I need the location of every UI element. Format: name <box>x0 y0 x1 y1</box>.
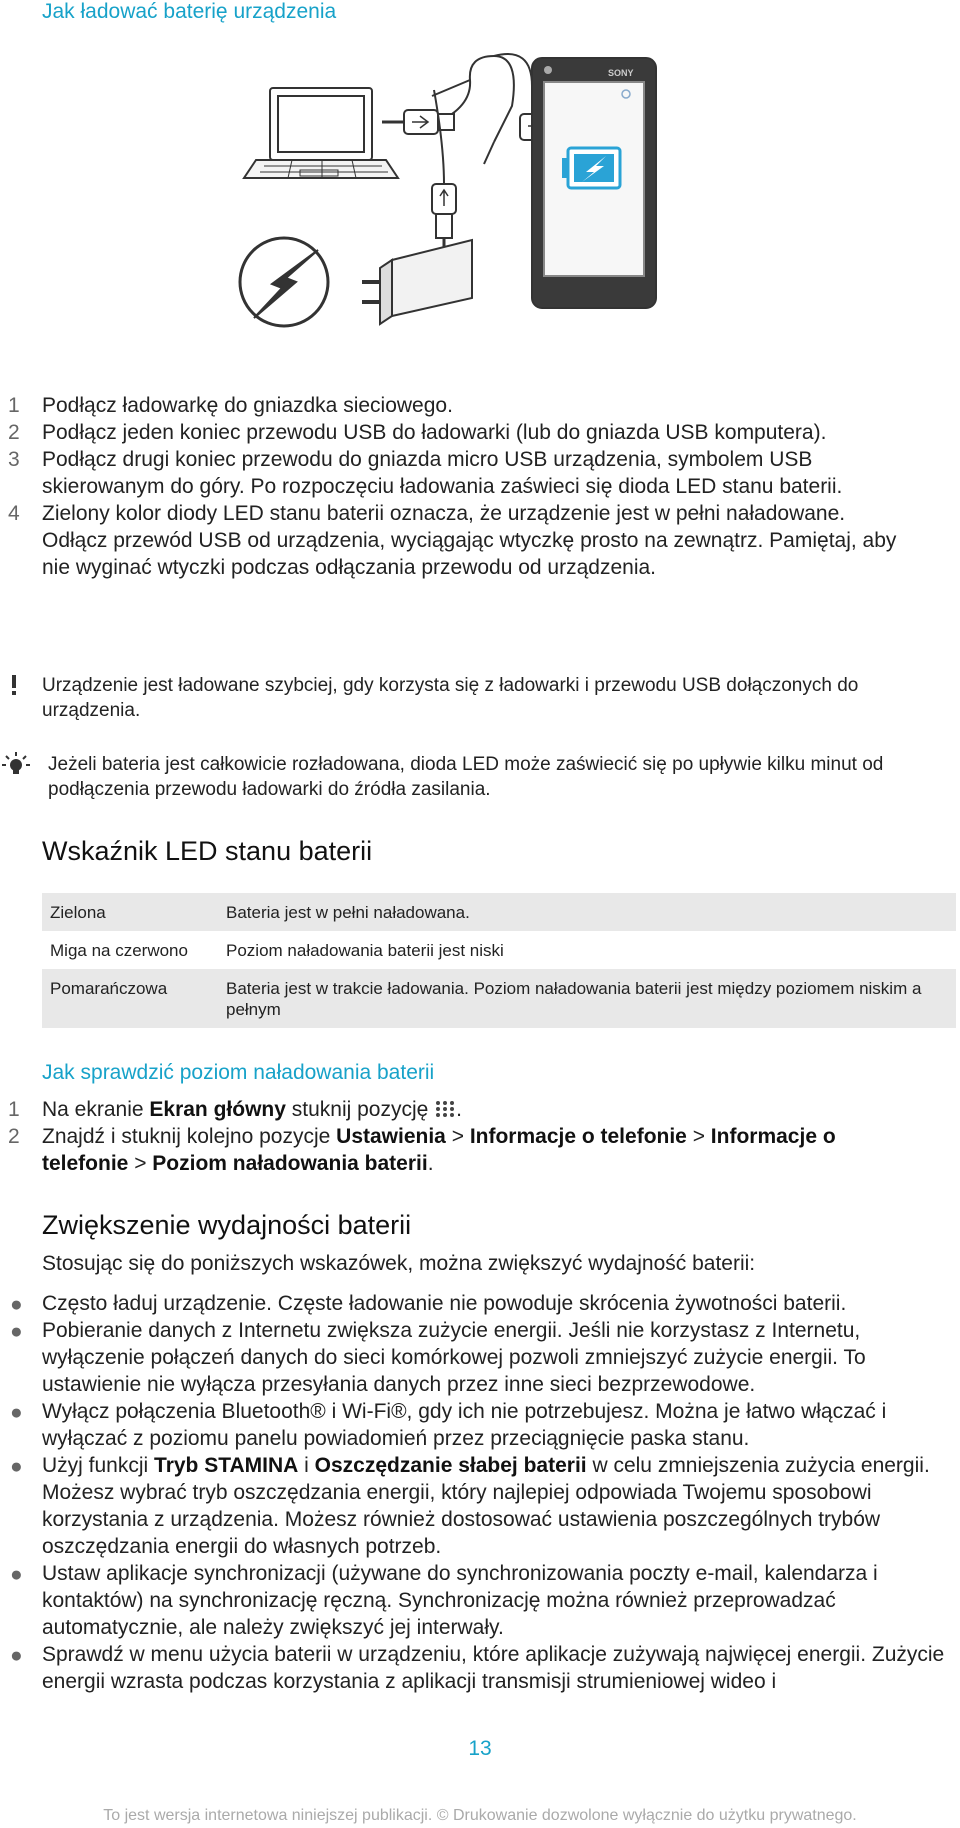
step-text: Znajdź i stuknij kolejno pozycje <box>42 1125 337 1148</box>
step-number: 4 <box>8 502 20 525</box>
bullet-text: Często ładuj urządzenie. Częste ładowanie nie powoduje skrócenia żywotności baterii. <box>42 1292 847 1315</box>
ui-term: Ustawienia <box>336 1125 446 1148</box>
step-number: 3 <box>8 448 20 471</box>
list-item <box>8 1560 956 1641</box>
bullet-icon: ● <box>10 1320 23 1343</box>
charging-steps <box>8 392 908 581</box>
led-description: Bateria jest w pełni naładowana. <box>226 903 470 922</box>
section-title-charging: Jak ładować baterię urządzenia <box>42 0 337 23</box>
tip-note <box>2 752 942 802</box>
step-text: Na ekranie <box>42 1098 150 1121</box>
ui-term: Ekran główny <box>149 1098 286 1121</box>
page-number: 13 <box>468 1737 492 1760</box>
tip-text: Jeżeli bateria jest całkowicie rozładowana, dioda LED może zaświecić się po upływie kilku minut od podłączenia przewodu ładowarki do źródła zasilania. <box>48 754 884 800</box>
bullet-icon: ● <box>10 1455 23 1478</box>
list-item <box>8 1096 908 1123</box>
section-title-led: Wskaźnik LED stanu baterii <box>42 836 373 866</box>
step-text: Podłącz jeden koniec przewodu USB do ładowarki (lub do gniazda USB komputera). <box>42 421 827 444</box>
ui-term: Oszczędzanie słabej baterii <box>314 1454 587 1477</box>
led-description: Poziom naładowania baterii jest niski <box>226 941 504 960</box>
tips-list <box>8 1290 956 1695</box>
list-item <box>8 392 908 419</box>
led-table <box>42 893 956 1028</box>
step-text: stuknij pozycję <box>285 1098 435 1121</box>
check-level-steps <box>8 1096 908 1177</box>
bullet-icon: ● <box>10 1563 23 1586</box>
step-number: 2 <box>8 1125 20 1148</box>
charger-icon <box>362 240 472 324</box>
list-item <box>8 446 908 500</box>
step-text: Zielony kolor diody LED stanu baterii oznacza, że urządzenie jest w pełni naładowane. Odłącz przewód USB od urządzenia, wyciągając wtyczkę prosto na zewnątrz. Pamiętaj, aby nie wyginać wtyczki podczas odłączania przewodu od urządzenia. <box>42 502 897 579</box>
list-item <box>8 1398 956 1452</box>
step-text: Podłącz ładowarkę do gniazdka sieciowego. <box>42 394 453 417</box>
bullet-icon: ● <box>10 1401 23 1424</box>
led-description: Bateria jest w trakcie ładowania. Poziom naładowania baterii jest między poziomem niskim a pełnym <box>226 979 922 1019</box>
bullet-icon: ● <box>10 1293 23 1316</box>
list-item <box>8 1317 956 1398</box>
intro-text: Stosując się do poniższych wskazówek, można zwiększyć wydajność baterii: <box>42 1252 756 1275</box>
step-number: 1 <box>8 394 20 417</box>
ui-term: Tryb STAMINA <box>154 1454 299 1477</box>
footer-notice: To jest wersja internetowa niniejszej publikacji. © Drukowanie dozwolone wyłącznie do użytku prywatnego. <box>103 1807 857 1824</box>
list-item <box>8 1290 956 1317</box>
led-state: Miga na czerwono <box>50 941 188 960</box>
table-row <box>42 893 956 931</box>
bullet-text: Ustaw aplikacje synchronizacji (używane do synchronizowania poczty e-mail, kalendarza i kontaktów) na synchronizację ręczną. Synchronizację można również przeprowadzać automatycznie, ale należy zwiększyć jej interwały. <box>42 1562 878 1639</box>
list-item <box>8 500 908 581</box>
bullet-text: w celu zmniejszenia zużycia energii. Możesz wybrać tryb oszczędzania energii, który najlepiej odpowiada Twojemu sposobowi korzystania z urządzenia. Możesz również dostosować ustawienia poszczególnych trybów oszczędzania energii do własnych potrzeb. <box>42 1454 930 1558</box>
brand-logo: SONY <box>608 68 634 78</box>
section-title-battery-efficiency: Zwiększenie wydajności baterii <box>42 1210 412 1240</box>
apps-grid-icon <box>434 1099 456 1119</box>
list-item <box>8 1641 956 1695</box>
table-row <box>42 931 956 969</box>
list-item <box>8 1123 908 1177</box>
ui-term: Informacje o telefonie <box>469 1125 687 1148</box>
list-item <box>8 1452 956 1560</box>
separator: > <box>686 1125 711 1148</box>
bullet-text: i <box>298 1454 315 1477</box>
ui-term: Informacje o telefonie <box>42 1125 836 1175</box>
section-title-check-level: Jak sprawdzić poziom naładowania baterii <box>42 1061 435 1084</box>
bullet-text: Użyj funkcji <box>42 1454 155 1477</box>
lightning-icon <box>240 238 328 326</box>
step-text: . <box>427 1152 434 1175</box>
warning-note <box>8 673 948 723</box>
step-number: 1 <box>8 1098 20 1121</box>
step-number: 2 <box>8 421 20 444</box>
table-row <box>42 969 956 1028</box>
led-state: Pomarańczowa <box>50 979 168 998</box>
ui-term: Poziom naładowania baterii <box>152 1152 428 1175</box>
exclamation-icon <box>8 673 20 697</box>
step-text: . <box>456 1098 462 1121</box>
bullet-icon: ● <box>10 1644 23 1667</box>
bullet-text: Pobieranie danych z Internetu zwiększa zużycie energii. Jeśli nie korzystasz z Internetu, wyłączenie połączeń danych do sieci komórkowej pozwoli zmniejszyć zużycie energii. To ustawienie nie wyłącza przesyłania danych przez inne sieci bezprzewodowe. <box>42 1319 866 1396</box>
separator: > <box>128 1152 153 1175</box>
phone-battery-charging-icon <box>532 58 656 308</box>
laptop-icon <box>244 88 398 178</box>
bullet-text: Wyłącz połączenia Bluetooth® i Wi-Fi®, gdy ich nie potrzebujesz. Można je łatwo włączać i wyłączać z poziomu panelu powiadomień przez przeciągnięcie paska stanu. <box>42 1400 887 1450</box>
charging-illustration <box>232 46 764 376</box>
bullet-text: Sprawdź w menu użycia baterii w urządzeniu, które aplikacje zużywają najwięcej energii. Zużycie energii wzrasta podczas korzystania z aplikacji transmisji strumieniowej wideo i <box>42 1643 945 1693</box>
separator: > <box>445 1125 470 1148</box>
lightbulb-icon <box>2 752 30 776</box>
warning-text: Urządzenie jest ładowane szybciej, gdy korzysta się z ładowarki i przewodu USB dołączonych do urządzenia. <box>42 675 859 721</box>
list-item <box>8 419 908 446</box>
led-state: Zielona <box>50 903 106 922</box>
step-text: Podłącz drugi koniec przewodu do gniazda micro USB urządzenia, symbolem USB skierowanym do góry. Po rozpoczęciu ładowania zaświeci się dioda LED stanu baterii. <box>42 448 843 498</box>
